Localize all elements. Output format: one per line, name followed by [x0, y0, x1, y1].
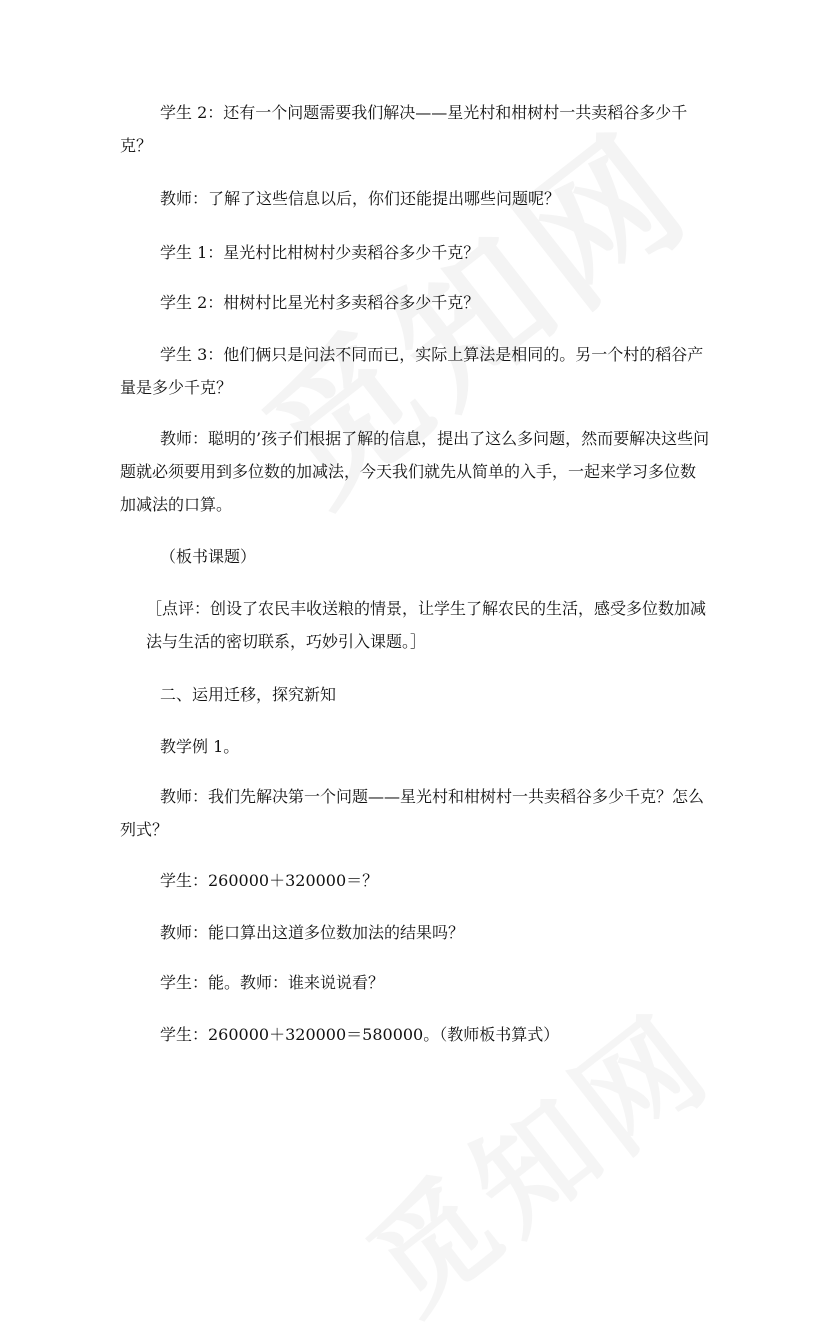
- paragraph-example: 教学例 1。: [160, 737, 240, 756]
- paragraph-board-note: （板书课题）: [160, 547, 257, 566]
- paragraph-student-answer: 学生：260000＋320000＝580000。（教师板书算式）: [160, 1025, 560, 1044]
- paragraph-teacher-question: 教师：我们先解决第一个问题——星光村和柑树村一共卖稻谷多少千克？怎么列式？: [120, 787, 705, 839]
- section-heading: 二、运用迁移，探究新知: [160, 685, 337, 704]
- paragraph-student1: 学生 1：星光村比柑树村少卖稻谷多少千克？: [160, 243, 480, 262]
- paragraph-teacher-prompt: 教师：了解了这些信息以后，你们还能提出哪些问题呢？: [160, 189, 561, 208]
- paragraph-teacher-ask: 教师：能口算出这道多位数加法的结果吗？: [160, 923, 465, 942]
- paragraph-student-equation: 学生：260000＋320000＝？: [160, 871, 379, 890]
- paragraph-comment: ［点评：创设了农民丰收送粮的情景，让学生了解农民的生活，感受多位数加减法与生活的密切联系，巧妙引入课题。］: [146, 599, 707, 651]
- paragraph-teacher-summary: 教师：聪明的’孩子们根据了解的信息，提出了这么多问题，然而要解决这些问题就必须要用到多位数的加减法，今天我们就先从简单的入手，一起来学习多位数加减法的口算。: [120, 429, 710, 514]
- paragraph-student2-question: 学生 2：还有一个问题需要我们解决——星光村和柑树村一共卖稻谷多少千克？: [120, 103, 688, 155]
- paragraph-student3: 学生 3：他们俩只是问法不同而已，实际上算法是相同的。另一个村的稻谷产量是多少千克？: [120, 345, 704, 397]
- paragraph-student2: 学生 2：柑树村比星光村多卖稻谷多少千克？: [160, 293, 480, 312]
- paragraph-student-yes: 学生：能。教师：谁来说说看？: [160, 973, 385, 992]
